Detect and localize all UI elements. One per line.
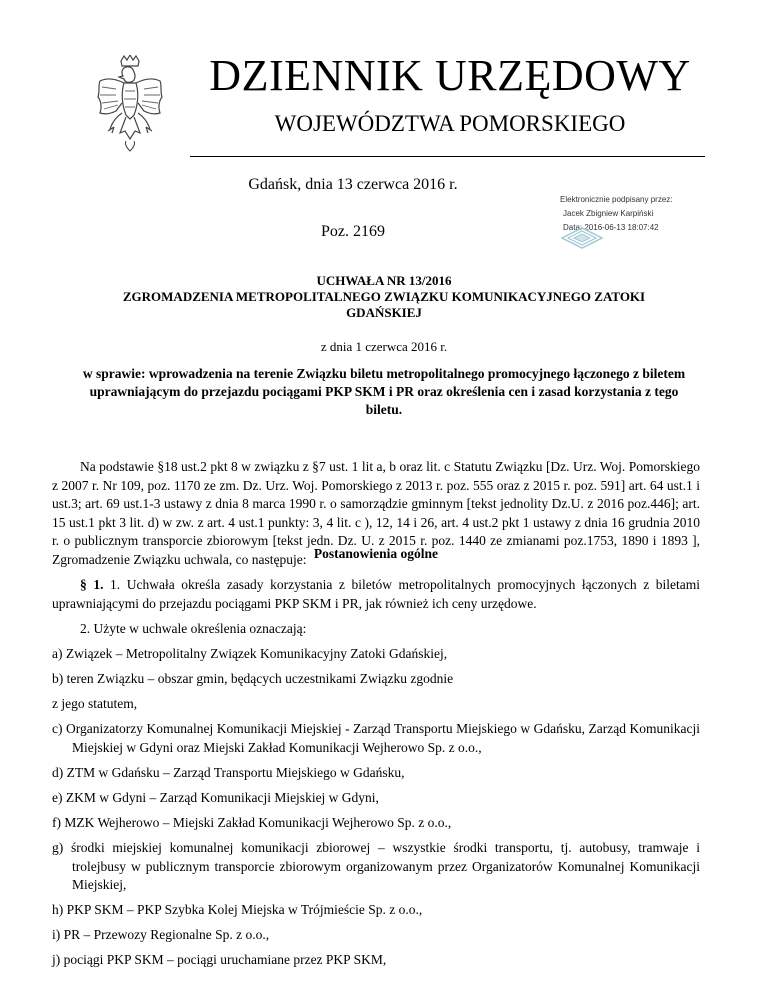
journal-title: DZIENNIK URZĘDOWY: [209, 51, 691, 100]
section-heading: Postanowienia ogólne: [313, 546, 439, 561]
journal-subtitle: WOJEWÓDZTWA POMORSKIEGO: [274, 111, 626, 136]
definition-item-a: a) Związek – Metropolitalny Związek Komunikacyjny Zatoki Gdańskiej,: [52, 646, 448, 661]
signature-label: Elektronicznie podpisany przez:: [560, 195, 673, 204]
resolution-issuing-body-line: GDAŃSKIEJ: [346, 305, 422, 320]
resolution-subject: w sprawie: wprowadzenia na terenie Związku biletu metropolitalnego promocyjnego łączonego z biletem uprawniającym do przejazdu pociągami PKP SKM i PR oraz określenia cen i zasad korzystania z tego biletu.: [82, 366, 686, 417]
definition-item-c: c) Organizatorzy Komunalnej Komunikacji Miejskiej - Zarząd Transportu Miejskiego w Gdańsku, Zarząd Komunikacji Miejskiej w Gdyni oraz Miejski Zakład Komunikacji Wejherowo Sp. z o.o.,: [52, 721, 700, 755]
position-number: Poz. 2169: [321, 223, 385, 240]
paragraph-s1-text: 1. Uchwała określa zasady korzystania z biletów metropolitalnych promocyjnych łączonych z biletami uprawniającymi do przejazdu pociągami PKP SKM i PR, jak również ich ceny urzędowe.: [52, 577, 700, 611]
definition-item-j: j) pociągi PKP SKM – pociągi uruchamiane przez PKP SKM,: [52, 952, 387, 967]
definition-item-b-continued: z jego statutem,: [52, 696, 138, 711]
paragraph-s1: [52, 576, 700, 613]
definition-item-g: g) środki miejskiej komunalnej komunikacji zbiorowej – wszystkie środki transportu, tj. autobusy, tramwaje i trolejbusy w publicznym transporcie zbiorowym organizowanym przez Organizatorów Komunalnej Komunikacji Miejskiej,: [52, 840, 700, 892]
definitions-intro: 2. Użyte w uchwale określenia oznaczają:: [80, 621, 307, 636]
resolution-title: UCHWAŁA NR 13/2016: [316, 273, 452, 288]
definition-item-i: i) PR – Przewozy Regionalne Sp. z o.o.,: [52, 927, 270, 942]
resolution-issuing-body-line: ZGROMADZENIA METROPOLITALNEGO ZWIĄZKU KOMUNIKACYJNEGO ZATOKI: [122, 289, 646, 304]
definition-item-b: b) teren Związku – obszar gmin, będących uczestnikami Związku zgodnie: [52, 671, 454, 686]
legal-basis-paragraph: Na podstawie §18 ust.2 pkt 8 w związku z §7 ust. 1 lit a, b oraz lit. c Statutu Związku [Dz. Urz. Woj. Pomorskiego z 2007 r. Nr 109, poz. 1170 ze zm. Dz. Urz. Woj. Pomorskiego z 2013 r. poz. 555 oraz z 2015 r. poz. 591] art. 64 ust.1 i ust.3; art. 69 ust.1-3 ustawy z dnia 8 marca 1990 r. o samorządzie gminnym [tekst jednolity Dz.U. z 2016 poz.446]; art. 15 ust.1 pkt 3 lit. d) w zw. z art. 4 ust.1 punkty: 3, 4 lit. c ), 12, 14 i 26, art. 4 ust.2 pkt 1 ustawy z dnia 16 grudnia 2010 r. o publicznym transporcie zbiorowym [tekst jedn. Dz. U. z 2015 r. poz. 1440 ze zmianami poz.1753, 1890 i 1893 ], Zgromadzenie Związku uchwala, co następuje:: [52, 459, 700, 567]
signature-date: Data: 2016-06-13 18:07:42: [563, 223, 659, 232]
definition-item-h: h) PKP SKM – PKP Szybka Kolej Miejska w Trójmieście Sp. z o.o.,: [52, 902, 423, 917]
resolution-date: z dnia 1 czerwca 2016 r.: [320, 339, 448, 354]
polish-eagle-emblem-icon: [94, 55, 166, 153]
place-and-date: Gdańsk, dnia 13 czerwca 2016 r.: [248, 176, 458, 193]
signature-stamp-icon: [560, 226, 604, 250]
paragraph-s1-label: § 1.: [80, 577, 104, 592]
header-divider: [190, 156, 705, 157]
definition-item-f: f) MZK Wejherowo – Miejski Zakład Komunikacji Wejherowo Sp. z o.o.,: [52, 815, 452, 830]
signature-signer: Jacek Zbigniew Karpiński: [563, 209, 654, 218]
resolution-issuing-body: [40, 289, 728, 321]
definition-item-d: d) ZTM w Gdańsku – Zarząd Transportu Miejskiego w Gdańsku,: [52, 765, 405, 780]
definition-item-e: e) ZKM w Gdyni – Zarząd Komunikacji Miejskiej w Gdyni,: [52, 790, 379, 805]
